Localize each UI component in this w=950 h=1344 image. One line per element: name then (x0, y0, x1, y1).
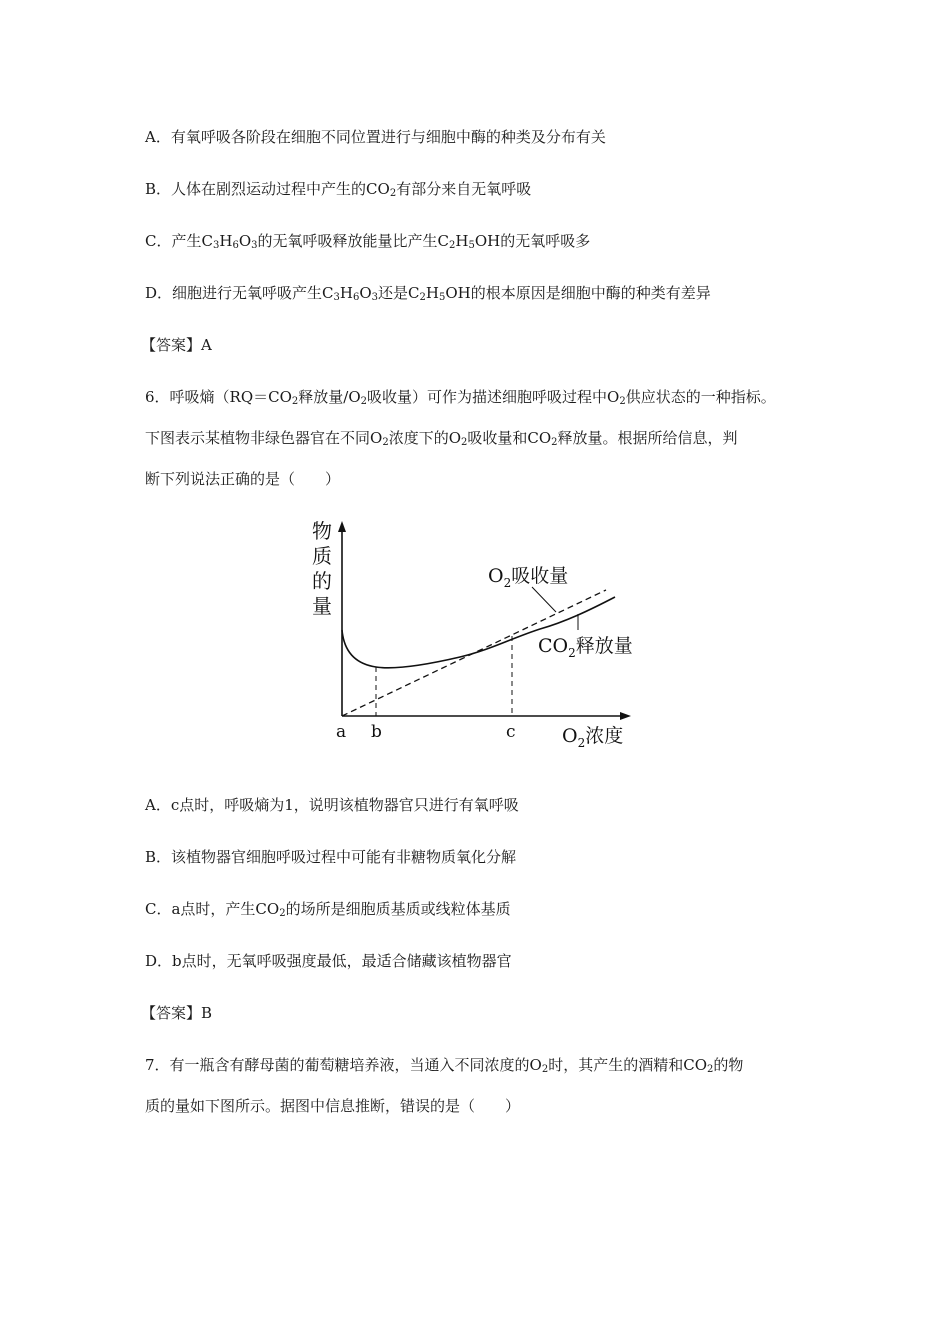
q5-option-b: B．人体在剧烈运动过程中产生的$CO_2$有部分来自无氧呼吸 (145, 180, 532, 199)
co2-release-label: $CO_2$释放量 (538, 635, 633, 660)
q5-answer: 【答案】A (141, 336, 212, 354)
q6-stem-line2: 下图表示某植物非绿色器官在不同$O_2$浓度下的$O_2$吸收量和$CO_2$释放量。根据所给信息，判 (145, 429, 738, 448)
q5-option-c: C．产生$C_3H_6O_3$的无氧呼吸释放能量比产生$C_2H_5OH$的无氧呼吸多 (145, 232, 591, 251)
x-axis-arrow (620, 712, 631, 720)
q6-stem-line1: 6．呼吸熵（$RQ=CO_2$释放量$/O_2$吸收量）可作为描述细胞呼吸过程中$O_2$供应状态的一种指标。 (145, 388, 776, 407)
q6-option-c: C．a点时，产生$CO_2$的场所是细胞质基质或线粒体基质 (145, 900, 511, 919)
respiration-chart (300, 512, 645, 752)
q6-option-b: B．该植物器官细胞呼吸过程中可能有非糖物质氧化分解 (145, 848, 517, 866)
y-axis-arrow (338, 521, 346, 532)
o2-label-leader (532, 587, 556, 612)
x-axis-label: $O_2$浓度 (562, 725, 624, 750)
tick-label-b: b (371, 722, 382, 742)
o2-uptake-label: $O_2$吸收量 (488, 565, 569, 590)
q6-option-d: D．b点时，无氧呼吸强度最低，最适合储藏该植物器官 (145, 952, 512, 970)
y-axis-label-char: 的 (312, 569, 332, 593)
q7-stem-line2: 质的量如下图所示。据图中信息推断，错误的是（ ） (145, 1097, 521, 1115)
tick-label-a: a (336, 722, 347, 742)
y-axis-label-char: 质 (312, 544, 332, 568)
y-axis-label-char: 物 (312, 519, 332, 543)
q5-option-d: D．细胞进行无氧呼吸产生$C_3H_6O_3$还是$C_2H_5OH$的根本原因是细胞中酶的种类有差异 (145, 284, 711, 303)
q6-option-a: A．c点时，呼吸熵为1，说明该植物器官只进行有氧呼吸 (145, 796, 519, 814)
y-axis-label-char: 量 (312, 594, 332, 618)
q6-answer: 【答案】B (141, 1004, 213, 1022)
q7-stem-line1: 7．有一瓶含有酵母菌的葡萄糖培养液，当通入不同浓度的$O_2$时，其产生的酒精和$CO_2$的物 (145, 1056, 744, 1075)
q5-option-a: A．有氧呼吸各阶段在细胞不同位置进行与细胞中酶的种类及分布有关 (145, 128, 606, 146)
q6-stem-line3: 断下列说法正确的是（ ） (145, 470, 341, 488)
tick-label-c: c (506, 722, 516, 742)
